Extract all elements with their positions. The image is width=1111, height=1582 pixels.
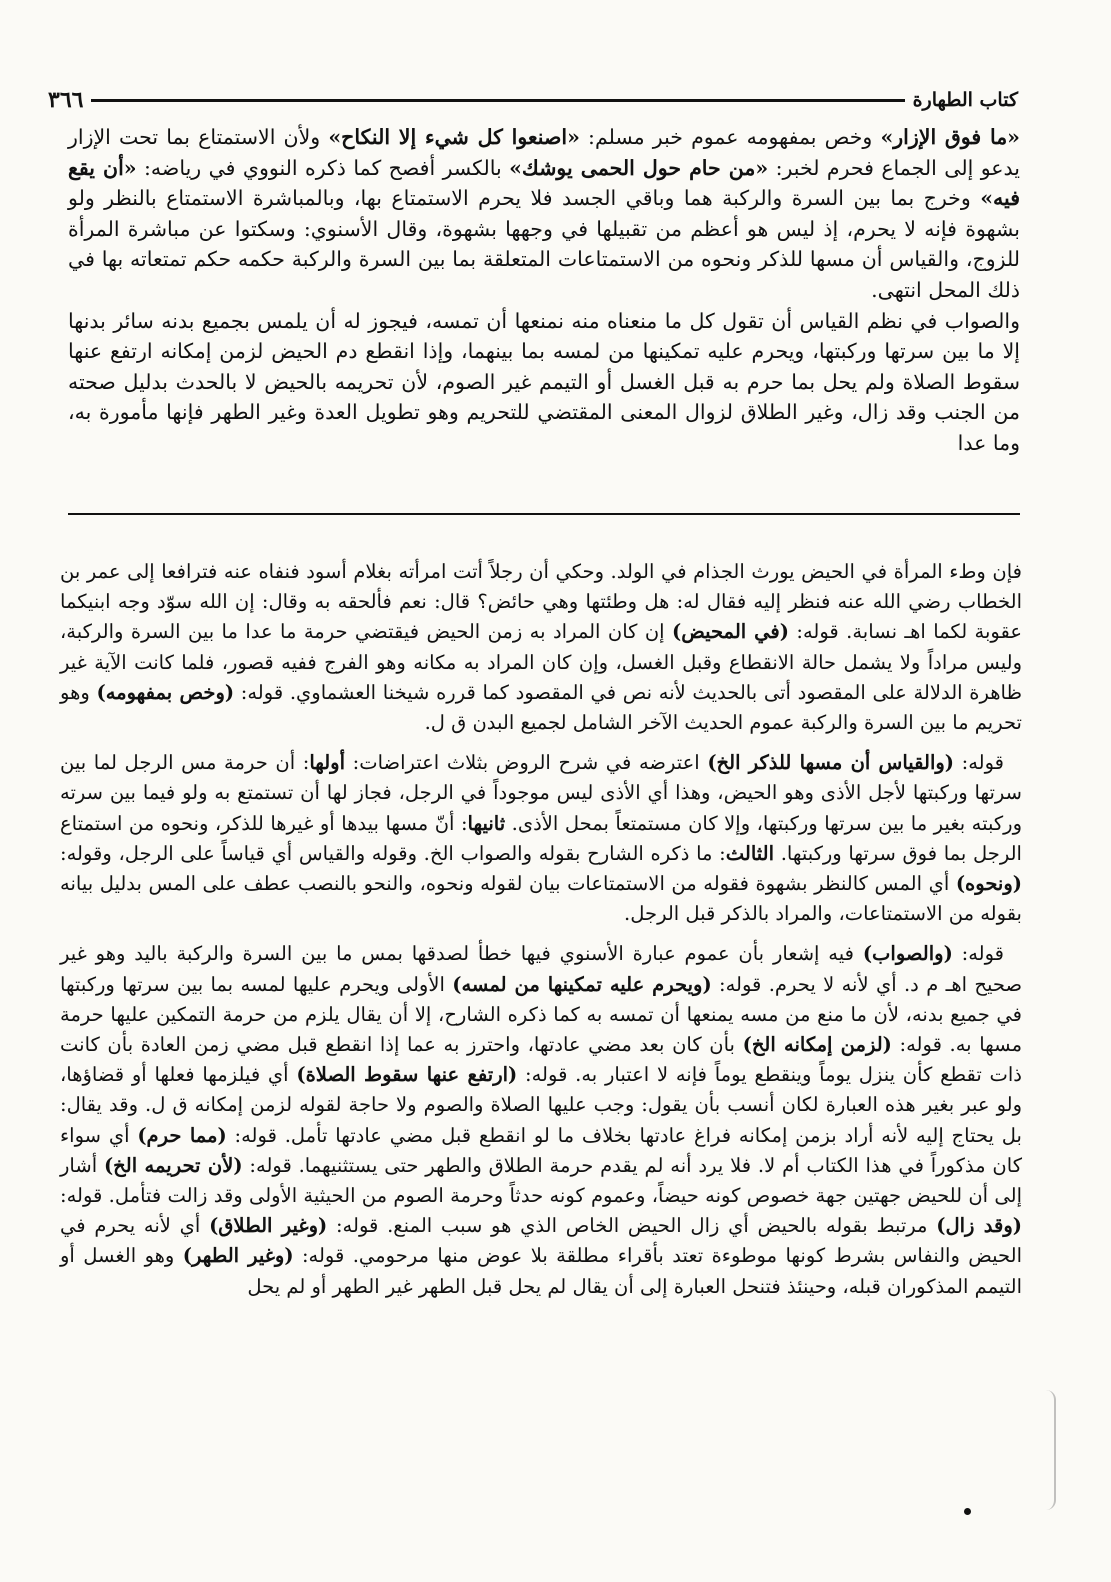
hadith-quote: «اصنعوا كل شيء إلا النكاح» [328, 125, 580, 149]
lemma: (والقياس أن مسها للذكر الخ) [707, 751, 955, 775]
text-run: قوله: [954, 751, 1004, 775]
text-run: فإن وطء المرأة في الحيض يورث الجذام في الولد. وحكي أن رجلاً أتت امرأته بغلام أسود فنفاه عنه فترافعا إلى عمر بن الخطاب رضي الله عنه فنظر إليه فقال له: هل وطئتها وهي حائض؟ قال: نعم فألحقه به وقال: إن الله سوّد وجه ابنيكما عقوبة لكما اهـ نسابة. قوله: [60, 560, 1022, 644]
main-paragraph: والصواب في نظم القياس أن تقول كل ما منعناه منه نمنعها أن تمسه، فيجوز له أن يلمس بجميع بدنه سائر بدنها إلا ما بين سرتها وركبتها، ويحرم عليه تمكينها من لمسه بما بينهما، وإذا انقطع دم الحيض لزمن إمكانه ارتفع عنها سقوط الصلاة ولم يحل بما حرم به قبل الغسل أو التيمم غير الصوم، لأن تحريمه بالحيض لا بالحدث بدليل صحته من الجنب وقد زال، وغير الطلاق لزوال المعنى المقتضي للتحريم وهو تطويل العدة وغير الطهر فإنها مأمورة به، وما عدا [68, 308, 1020, 455]
commentary-paragraph [60, 557, 1022, 738]
section-divider [68, 513, 1020, 515]
page-number: ٣٦٦ [48, 87, 84, 113]
text-run: الأولى ويحرم عليها لمسه بما بين سرتها وركبتها في جميع بدنه، لأن ما منع من مسه يمنعها أن تمسه به كما ذكره الشارح، إلا أن يقال يلزم من حرمة التمكين عليها حرمة مسها به. قوله: [60, 972, 1023, 1057]
lemma: (وقد زال) [936, 1214, 1023, 1238]
quoted-phrase: «ما فوق الإزار» [880, 125, 1020, 149]
lemma: الثالث [725, 841, 775, 865]
lemma: (ونحوه) [955, 872, 1022, 896]
text-run: بأن كان بعد مضي عادتها، واحترز به عما إذا انقطع قبل مضي زمن العادة بأن كانت ذات تقطع كأن ينزل يوماً وينقطع يوماً فإنه لا اعتبار به. قوله: [60, 1033, 1022, 1087]
text-run: إن كان المراد به زمن الحيض فيقتضي حرمة ما عدا ما بين السرة والركبة، وليس مراداً ولا يشمل حالة الانقطاع وقبل الغسل، وإن كان المراد به مكانه وهو الفرج ففيه قصور، فلما كانت الآية غير ظاهرة الدلالة على المقصود أتى بالحديث لأنه نص في المقصود كما قرره شيخنا العشماوي. قوله: [60, 620, 1022, 704]
lemma: (في المحيض) [671, 620, 789, 644]
ink-dot [964, 1508, 971, 1515]
lemma: (وغير الطلاق) [209, 1214, 328, 1238]
text-run: فيه إشعار بأن عموم عبارة الأسنوي فيها خطأ لصدقها بمس ما بين السرة والركبة باليد وهو غير صحيح اهـ م د. أي لأنه لا يحرم. قوله: [60, 942, 1023, 996]
text-run: وخرج بما بين السرة والركبة هما وباقي الجسد فلا يحرم الاستمتاع بها، وبالمباشرة الاستمتاع بالنظر ولو بشهوة فإنه لا يحرم، إذ ليس هو أعظم من تقبيلها في وجهها بشهوة، وقال الأسنوي: وسكتوا عن مباشرة المرأة للزوج، والقياس أن مسها للذكر ونحوه من الاستمتاعات المتعلقة بما بين السرة والركبة حكمه حكم تمتعاته بها في ذلك المحل انتهى. [68, 186, 1020, 302]
lemma: (مما حرم) [137, 1123, 227, 1147]
lemma: (لأن تحريمه الخ) [103, 1153, 243, 1177]
text-run: أي لأنه يحرم في الحيض والنفاس بشرط كونها موطوءة تعتد بأقراء مطلقة بلا عوض منها مرحومي. قوله: [60, 1214, 1022, 1268]
lemma: أولها [309, 751, 346, 775]
text-run: أي المس كالنظر بشهوة فقوله من الاستمتاعات بيان لقوله ونحوه، والنحو بالنصب عطف على المس بدليل بيانه بقوله من الاستمتاعات، والمراد بالذكر قبل الرجل. [60, 872, 1022, 926]
lemma: (ارتفع عنها سقوط الصلاة) [296, 1063, 518, 1087]
text-run: اعترضه في شرح الروض بثلاث اعتراضات: [345, 751, 708, 775]
text-run: وخص بمفهومه عموم خبر مسلم: [579, 125, 881, 149]
main-paragraph [68, 122, 1020, 306]
text-run: مرتبط بقوله بالحيض أي زال الحيض الخاص الذي هو سبب المنع. قوله: [327, 1214, 937, 1238]
text-run: : ما ذكره الشارح بقوله والصواب الخ. وقوله والقياس أي قياساً على الرجل، وقوله: [60, 841, 726, 865]
lemma: ثانيها [467, 811, 506, 835]
hadith-quote: «من حام حول الحمى يوشك» [509, 155, 769, 180]
lemma: (وغير الطهر) [182, 1244, 294, 1268]
lemma: (وخص بمفهومه) [96, 680, 235, 704]
text-run: وهو تحريم ما بين السرة والركبة عموم الحديث الآخر الشامل لجميع البدن ق ل. [60, 680, 1022, 735]
commentary-paragraph [60, 748, 1022, 929]
running-header [48, 80, 1018, 120]
lemma: (والصواب) [862, 942, 953, 966]
scan-edge-mark [1040, 1390, 1056, 1510]
chapter-title: كتاب الطهارة [912, 89, 1018, 111]
commentary-text [60, 557, 1022, 1312]
text-run: ولأن الاستمتاع بما تحت الإزار يدعو إلى الجماع فحرم لخبر: [68, 125, 1020, 180]
text-run: بالكسر أفصح كما ذكره النووي في رياضه: [136, 155, 510, 180]
text-run: وهو الغسل أو التيمم المذكوران قبله، وحينئذ فتنحل العبارة إلى أن يقال لم يحل قبل الطهر غير الطهر أو لم يحل [60, 1244, 1022, 1298]
text-run: أشار إلى أن للحيض جهتين جهة خصوص كونه حيضاً، وعموم كونه حدثاً وحرمة الصوم من الحيثية الأولى وقد زالت فتأمل. قوله: [60, 1153, 1022, 1208]
text-run: أي فيلزمها فعلها أو قضاؤها، ولو عبر بغير هذه العبارة لكان أنسب بأن يقول: وجب عليها الصلاة والصوم ولا حاجة لقوله لزمن إمكانه ق ل. وقد يقال: بل يحتاج إليه لأنه أراد بزمن إمكانه فراغ عادتها بخلاف ما لو انقطع قبل مضي عادتها تأمل. قوله: [60, 1063, 1022, 1147]
text-run: قوله: [952, 942, 1005, 966]
lemma: (ويحرم عليه تمكينها من لمسه) [452, 972, 712, 996]
header-rule [91, 99, 904, 102]
commentary-paragraph [60, 939, 1022, 1301]
main-text [68, 122, 1020, 459]
text-run: : أن حرمة مس الرجل لما بين سرتها وركبتها لأجل الأذى وهو الحيض، وهذا أي الأذى ليس موجوداً في الرجل، فجاز لها أن تستمتع به ولو فيما بين سرته وركبته بغير ما بين سرتها وركبتها، وإلا كان مستمتعاً بمحل الأذى. [60, 751, 1022, 835]
lemma: (لزمن إمكانه الخ) [742, 1033, 892, 1057]
hadith-quote: «أن يقع فيه» [68, 155, 1020, 211]
text-run: : أنّ مسها بيدها أو غيرها للذكر، ونحوه من استمتاع الرجل بما فوق سرتها وركبتها. [60, 811, 1022, 865]
text-run: أي سواء كان مذكوراً في هذا الكتاب أم لا. فلا يرد أنه لم يقدم حرمة الطلاق والطهر حتى يستثنيهما. قوله: [60, 1123, 1022, 1177]
